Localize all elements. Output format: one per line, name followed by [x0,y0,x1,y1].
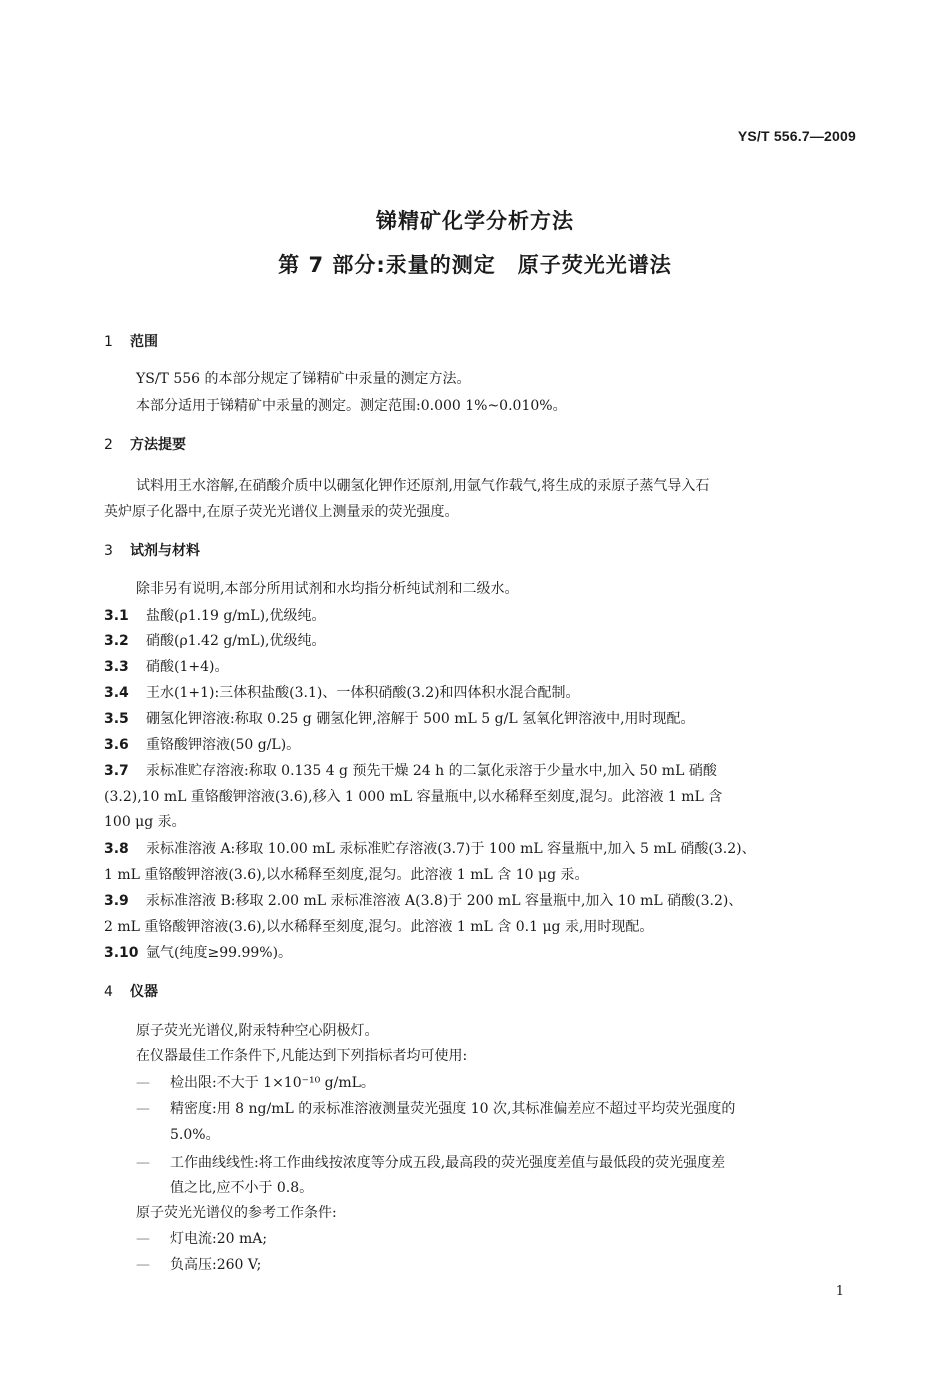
condition-text: 负高压:260 V; [170,1257,262,1273]
section-title: 方法提要 [130,437,186,453]
section-4-para-1: 原子荧光光谱仪,附汞特种空心阴极灯。 [136,1023,379,1039]
item-text: 王水(1+1):三体积盐酸(3.1)、一体积硝酸(3.2)和四体积水混合配制。 [146,685,580,701]
item-number: 3.1 [104,608,129,624]
item-number: 3.9 [104,893,129,909]
item-3-7-line-2: (3.2),10 mL 重铬酸钾溶液(3.6),移入 1 000 mL 容量瓶中,以水稀释至刻度,混匀。此溶液 1 mL 含 [104,789,723,805]
item-3-10 [104,943,292,963]
dash-mark: — [136,1075,149,1091]
section-number: 2 [104,437,113,453]
criterion-text: 精密度:用 8 ng/mL 的汞标准溶液测量荧光强度 10 次,其标准偏差应不超过平均荧光强度的 [170,1101,736,1117]
item-3-6 [104,735,300,755]
item-3-8-line-1 [104,839,756,859]
section-title: 仪器 [130,984,158,1000]
item-3-1 [104,606,325,626]
document-title-line2: 第 7 部分:汞量的测定 原子荧光光谱法 [278,253,672,277]
section-1-para-2: 本部分适用于锑精矿中汞量的测定。测定范围:0.000 1%~0.010%。 [136,398,567,414]
dash-mark: — [136,1231,149,1247]
standard-code: YS/T 556.7—2009 [737,128,856,144]
item-3-5 [104,709,695,729]
item-text: 氩气(纯度≥99.99%)。 [146,945,293,961]
item-number: 3.8 [104,841,129,857]
item-number: 3.6 [104,737,129,753]
item-text: 盐酸(ρ1.19 g/mL),优级纯。 [146,608,326,624]
section-4-heading [104,981,158,1001]
item-text: 汞标准贮存溶液:称取 0.135 4 g 预先干燥 24 h 的二氯化汞溶于少量水中,加入 50 mL 硝酸 [146,763,717,779]
condition-negative-high-voltage [136,1255,261,1275]
section-number: 3 [104,543,113,559]
item-number: 3.10 [104,945,139,961]
section-1-heading [104,331,158,351]
section-3-heading [104,540,200,560]
criterion-linearity-line-1 [136,1153,725,1173]
section-title: 范围 [130,334,158,350]
criterion-text: 检出限:不大于 1×10⁻¹⁰ g/mL。 [170,1075,375,1091]
criterion-detection-limit [136,1073,375,1093]
section-1-para-1: YS/T 556 的本部分规定了锑精矿中汞量的测定方法。 [136,371,471,387]
item-3-9-line-2: 2 mL 重铬酸钾溶液(3.6),以水稀释至刻度,混匀。此溶液 1 mL 含 0.1 μg 汞,用时现配。 [104,919,654,935]
item-text: 重铬酸钾溶液(50 g/L)。 [146,737,301,753]
dash-mark: — [136,1155,149,1171]
item-3-3 [104,657,228,677]
item-number: 3.4 [104,685,129,701]
section-2-para-line-2: 英炉原子化器中,在原子荧光光谱仪上测量汞的荧光强度。 [104,504,459,520]
section-3-intro: 除非另有说明,本部分所用试剂和水均指分析纯试剂和二级水。 [136,581,519,597]
section-4-para-2: 在仪器最佳工作条件下,凡能达到下列指标者均可使用: [136,1048,468,1064]
item-3-9-line-1 [104,891,742,911]
page-number: 1 [835,1284,844,1299]
item-text: 汞标准溶液 A:移取 10.00 mL 汞标准贮存溶液(3.7)于 100 mL 容量瓶中,加入 5 mL 硝酸(3.2)、 [146,841,756,857]
item-number: 3.2 [104,633,129,649]
condition-text: 灯电流:20 mA; [170,1231,268,1247]
item-number: 3.7 [104,763,129,779]
item-number: 3.5 [104,711,129,727]
item-text: 硝酸(1+4)。 [146,659,229,675]
item-3-2 [104,631,325,651]
condition-lamp-current [136,1229,267,1249]
section-2-para-line-1: 试料用王水溶解,在硝酸介质中以硼氢化钾作还原剂,用氩气作载气,将生成的汞原子蒸气导入石 [136,478,710,494]
item-text: 汞标准溶液 B:移取 2.00 mL 汞标准溶液 A(3.8)于 200 mL 容量瓶中,加入 10 mL 硝酸(3.2)、 [146,893,743,909]
item-3-7-line-3: 100 μg 汞。 [104,814,186,830]
item-3-4 [104,683,580,703]
dash-mark: — [136,1101,149,1117]
section-number: 4 [104,984,113,1000]
item-number: 3.3 [104,659,129,675]
item-text: 硼氢化钾溶液:称取 0.25 g 硼氢化钾,溶解于 500 mL 5 g/L 氢氧化钾溶液中,用时现配。 [146,711,695,727]
criterion-precision-line-1 [136,1099,735,1119]
item-3-7-line-1 [104,761,717,781]
criterion-linearity-line-2: 值之比,应不小于 0.8。 [170,1180,314,1196]
criterion-text: 工作曲线线性:将工作曲线按浓度等分成五段,最高段的荧光强度差值与最低段的荧光强度差 [170,1155,726,1171]
section-title: 试剂与材料 [130,543,200,559]
section-4-para-3: 原子荧光光谱仪的参考工作条件: [136,1205,337,1221]
item-text: 硝酸(ρ1.42 g/mL),优级纯。 [146,633,326,649]
section-number: 1 [104,334,113,350]
criterion-precision-line-2: 5.0%。 [170,1127,220,1143]
item-3-8-line-2: 1 mL 重铬酸钾溶液(3.6),以水稀释至刻度,混匀。此溶液 1 mL 含 10 μg 汞。 [104,867,589,883]
section-2-heading [104,434,186,454]
document-title-line1: 锑精矿化学分析方法 [376,209,574,233]
dash-mark: — [136,1257,149,1273]
